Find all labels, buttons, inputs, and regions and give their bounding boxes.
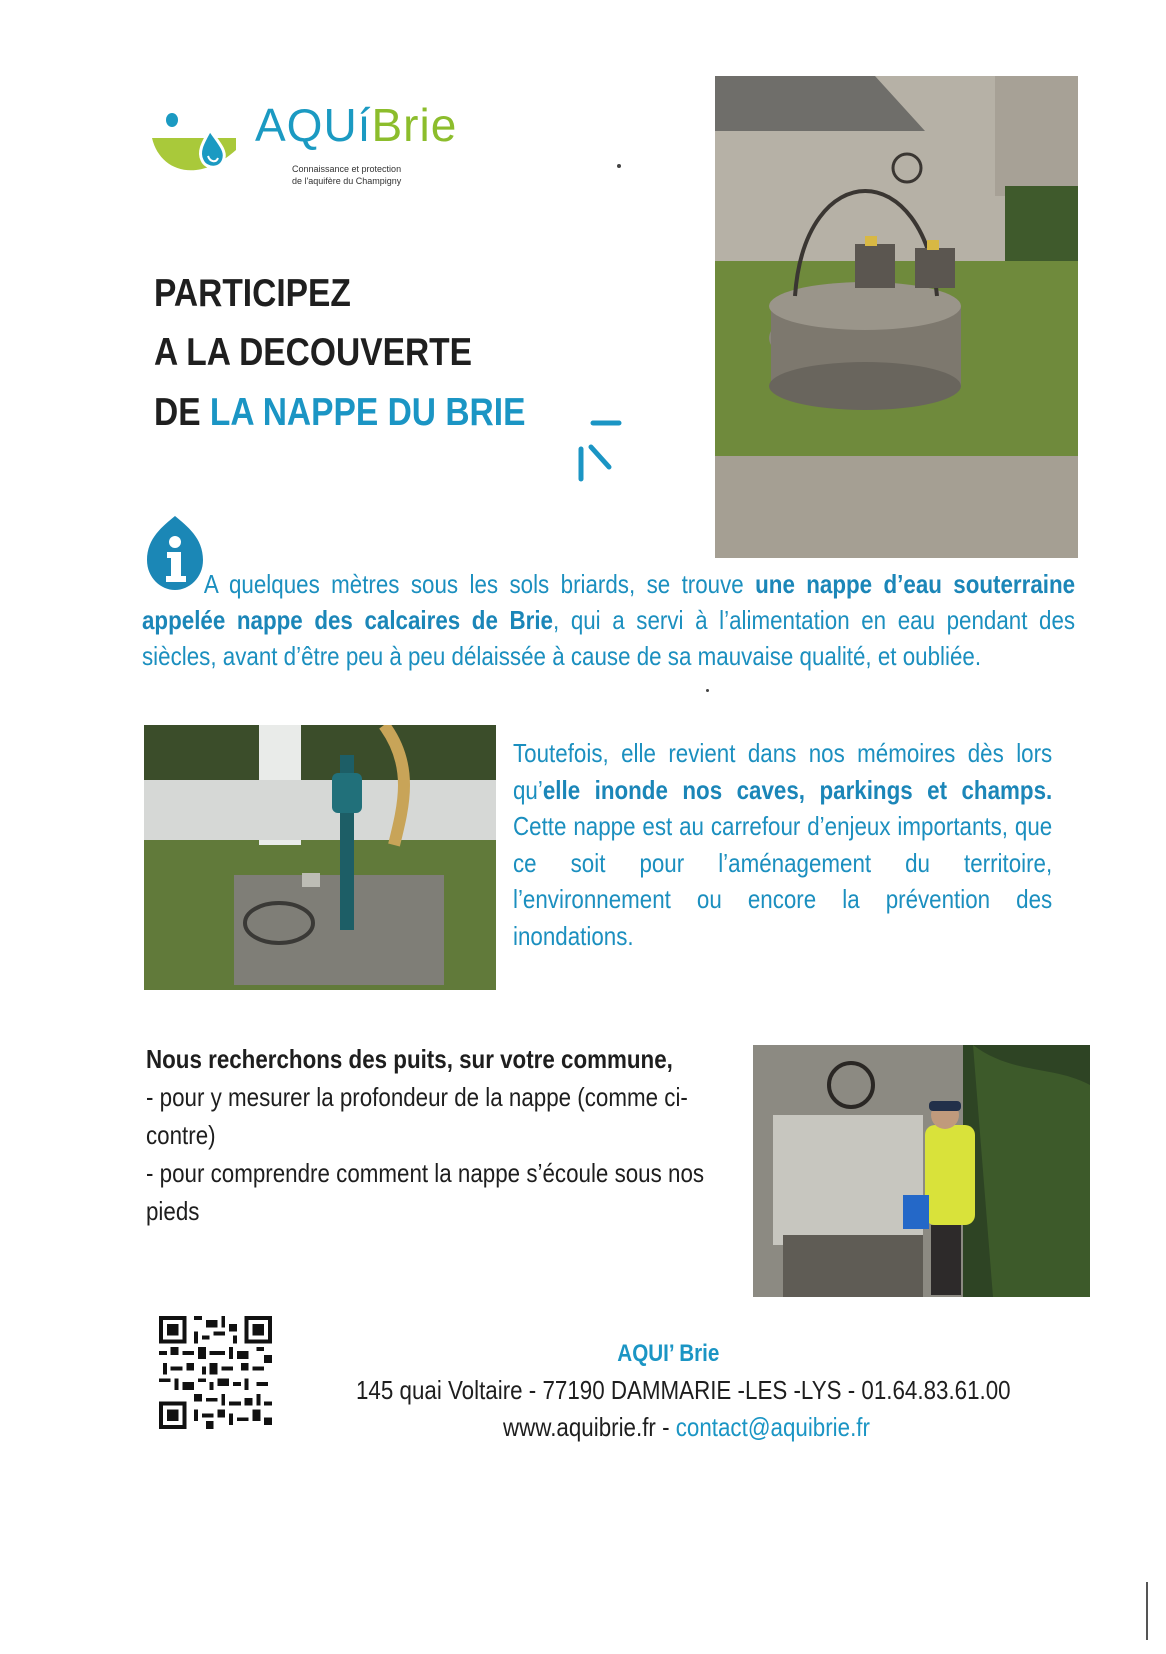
page-title-line-2: A LA DECOUVERTE (154, 331, 473, 374)
floods-paragraph: Toutefois, elle revient dans nos mémoires dès lors qu’elle inonde nos caves, parkings et champs. Cette nappe est au carrefour d’enjeux importants, que ce soit pour l’aménagement du territoire, l’environnement ou encore la prévention des inondations. (513, 738, 1053, 951)
wells-search-lead: Nous recherchons des puits, sur votre commune, (146, 1044, 673, 1074)
page-title-line-3: DE LA NAPPE DU BRIE (154, 391, 526, 434)
website-link[interactable]: www.aquibrie.fr (503, 1412, 656, 1442)
wells-search-item-1: - pour y mesurer la profondeur de la nappe (comme ci-contre) (146, 1082, 688, 1150)
contact-organisation-name: AQUI’ Brie (617, 1340, 720, 1367)
photo-old-well (715, 76, 1078, 558)
qr-code-icon (159, 1316, 272, 1429)
intro-paragraph: A quelques mètres sous les sols briards, se trouve une nappe d’eau souterraine appelée nappe des calcaires de Brie, qui a servi à l’alimentation en eau pendant des siècles, avant d’être peu à peu délaissée à cause de sa mauvaise qualité, et oubliée. (142, 569, 1076, 671)
aquibrie-logo-icon (150, 110, 240, 188)
contact-address: 145 quai Voltaire - 77190 DAMMARIE -LES -LYS - 01.64.83.61.00 (356, 1375, 1011, 1405)
email-link[interactable]: contact@aquibrie.fr (675, 1412, 870, 1442)
scan-speck (706, 689, 709, 692)
wells-search-item-2: - pour comprendre comment la nappe s’écoule sous nos pieds (146, 1158, 705, 1226)
photo-hand-pump (144, 725, 496, 990)
wells-search-paragraph (146, 1040, 714, 1230)
logo-tagline: Connaissance et protection de l'aquifère du Champigny (292, 164, 402, 186)
scan-margin-mark (1146, 1582, 1148, 1640)
page-title-line-1: PARTICIPEZ (154, 272, 351, 315)
photo-well-measurement (753, 1045, 1090, 1297)
spark-lines-icon (563, 405, 623, 485)
scan-speck (617, 164, 621, 168)
logo-wordmark: AQUíBrie (255, 99, 458, 151)
contact-links: www.aquibrie.fr - contact@aquibrie.fr (503, 1412, 870, 1442)
